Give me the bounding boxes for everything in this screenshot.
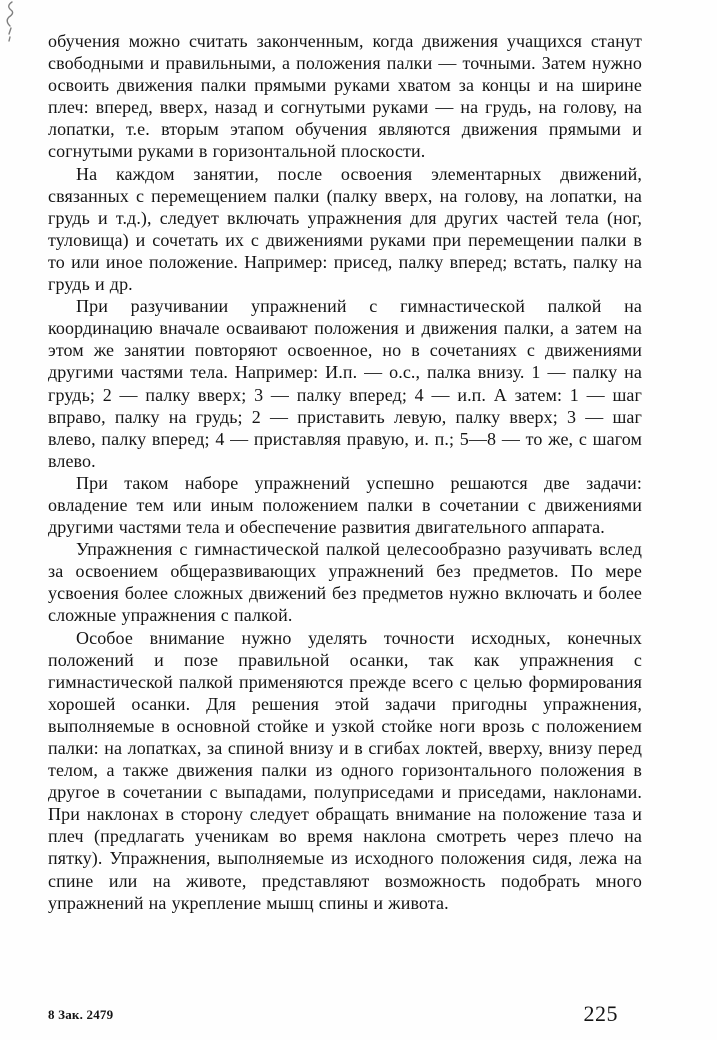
paragraph: Упражнения с гимнастической палкой целесообразно разучивать вслед за освоением общеразвивающих упражнений без предметов. По мере усвоения более сложных движений без предметов нужно включать и более сложные упражнения с палкой. (48, 539, 642, 626)
paragraph: При таком наборе упражнений успешно решаются две задачи: овладение тем или иным положением палки в сочетании с движениями другими частями тела и обеспечение развития двигательного аппарата. (48, 472, 642, 538)
print-code: 8 Зак. 2479 (48, 1007, 114, 1022)
paragraph: При разучивании упражнений с гимнастической палкой на координацию вначале осваивают положения и движения палки, а затем на этом же занятии повторяют освоенное, но в сочетаниях с движениями другими частями тела. Например: И.п. — о.с., палка внизу. 1 — палку на грудь; 2 — палку вверх; 3 — палку вперед; 4 — и.п. А затем: 1 — шаг вправо, палку на грудь; 2 — приставить левую, палку вверх; 3 — шаг влево, палку вперед; 4 — приставляя правую, и. п.; 5—8 — то же, с шагом влево. (48, 296, 642, 471)
paragraph: обучения можно считать законченным, когда движения учащихся станут свободными и правильными, а положения палки — точными. Затем нужно освоить движения палки прямыми руками хватом за концы и на ширине плеч: вперед, вверх, назад и согнутыми руками — на грудь, на голову, на лопатки, т.е. вторым этапом обучения являются движения прямыми и согнутыми руками в горизонтальной плоскости. (48, 31, 642, 162)
scan-artifact (2, 0, 18, 47)
scan-artifact-squiggle (2, 0, 18, 42)
paragraph: На каждом занятии, после освоения элементарных движений, связанных с перемещением палки (палку вверх, на голову, на лопатки, на грудь и т.д.), следует включать упражнения для других частей тела (ног, туловища) и сочетать их с движениями руками при перемещении палки в то или иное положение. Например: присед, палку вперед; встать, палку на грудь и др. (48, 163, 642, 295)
paragraph: Особое внимание нужно уделять точности исходных, конечных положений и позе правильной осанки, так как упражнения с гимнастической палкой применяются прежде всего с целью формирования хорошей осанки. Для решения этой задачи пригодны упражнения, выполняемые в основной стойке и узкой стойке ноги врозь с положением палки: на лопатках, за спиной внизу и в сгибах локтей, вверху, внизу перед телом, а также движения палки из одного горизонтального положения в другое в сочетании с выпадами, полуприседами и приседами, наклонами. При наклонах в сторону следует обращать внимание на положение таза и плеч (предлагать ученикам во время наклона смотреть через плечо на пятку). Упражнения, выполняемые из исходного положения сидя, лежа на спине или на животе, представляют возможность подобрать много упражнений на укрепление мышц спины и живота. (48, 627, 642, 913)
page-number: 225 (583, 1001, 618, 1026)
page-text (48, 30, 642, 914)
